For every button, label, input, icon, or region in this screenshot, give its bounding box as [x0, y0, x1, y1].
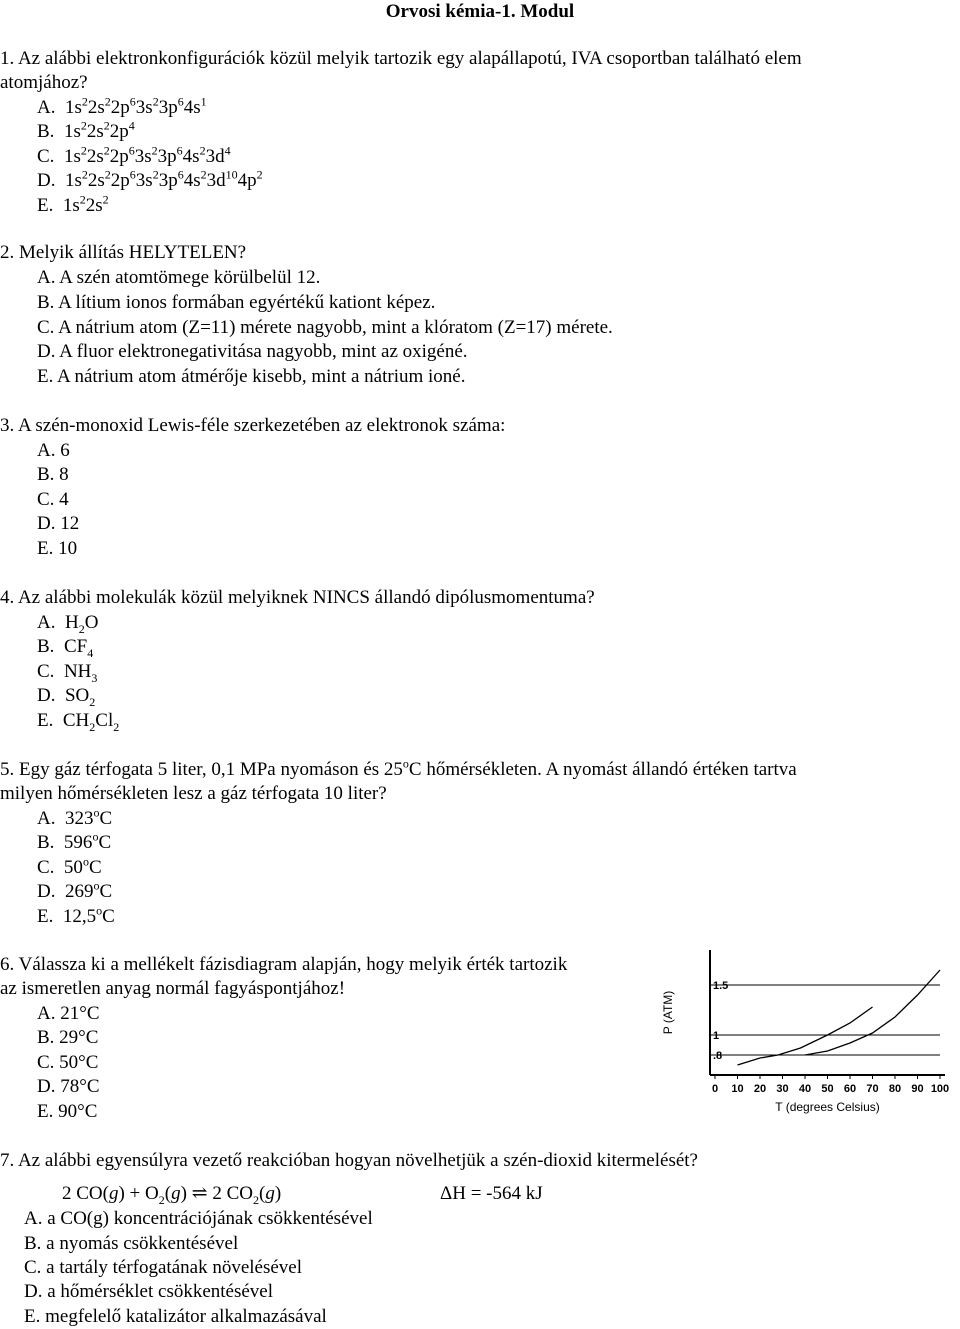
q3-stem: 3. A szén-monoxid Lewis-féle szerkezetében az elektronok száma:	[0, 415, 506, 436]
option-unit: C	[98, 832, 112, 853]
formula-part: 3d	[205, 146, 225, 167]
q5-stem-part2: C hőmérsékleten. A nyomást állandó értéken tartva	[408, 759, 797, 780]
option-value: E. 12,5	[37, 906, 97, 927]
formula-part: 2	[104, 167, 111, 182]
phase-diagram	[640, 940, 960, 1180]
formula-part: 6	[177, 167, 184, 182]
y-tick-label: 1.5	[713, 980, 729, 992]
option-letter: A.	[37, 97, 65, 118]
q5-option-a	[37, 807, 112, 831]
q2-stem: 2. Melyik állítás HELYTELEN?	[0, 242, 247, 263]
q2-option-d: D. A fluor elektronegativitása nagyobb, mint az oxigéné.	[37, 341, 468, 362]
q5-option-b	[37, 831, 111, 855]
formula-part: NH	[63, 661, 92, 682]
q3-option-e: E. 10	[37, 538, 78, 559]
x-axis-label: T (degrees Celsius)	[775, 1100, 880, 1114]
formula-part: 2p	[110, 170, 130, 191]
formula-part: 6	[177, 94, 184, 109]
degree-mark: o	[92, 829, 99, 844]
option-letter: B.	[37, 121, 64, 142]
formula-part: 6	[128, 143, 135, 158]
formula-part: 4s	[183, 170, 201, 191]
formula-part: 2	[152, 94, 159, 109]
formula-part: 2	[151, 143, 158, 158]
formula-part: 2	[113, 719, 120, 734]
q3-option-b: B. 8	[37, 464, 69, 485]
formula-part: 3d	[206, 170, 226, 191]
option-value: A. 323	[37, 808, 94, 829]
formula-part: 2	[104, 94, 111, 109]
y-tick-label: 1	[713, 1030, 720, 1042]
option-unit: C	[102, 906, 115, 927]
formula-part: 2	[78, 621, 85, 636]
x-tick-label: 90	[911, 1083, 924, 1095]
x-tick-label: 30	[776, 1083, 789, 1095]
formula-part: 2	[81, 94, 88, 109]
formula-part: 2	[80, 118, 87, 133]
formula-part: 2	[199, 143, 206, 158]
option-unit: C	[88, 857, 102, 878]
formula-part: SO	[64, 685, 90, 706]
document-title: Orvosi kémia-1. Modul	[385, 1, 575, 22]
q1-option-b	[37, 120, 135, 144]
q7-option-a: A. a CO(g) koncentrációjának csökkentésével	[24, 1208, 373, 1229]
q2-option-b: B. A lítium ionos formában egyértékű kationt képez.	[37, 292, 436, 313]
x-tick-label: 0	[711, 1083, 719, 1095]
formula-part: Cl	[95, 710, 114, 731]
formula-part: 1s	[62, 195, 80, 216]
formula-part: H	[64, 612, 79, 633]
formula-part: 3	[91, 670, 98, 685]
q7-stem: 7. Az alábbi egyensúlyra vezető reakcióban hogyan növelhetjük a szén-dioxid kitermelését?	[0, 1150, 698, 1171]
q4-option-d	[37, 684, 95, 708]
q3-option-c: C. 4	[37, 489, 69, 510]
q1-option-a	[37, 96, 207, 120]
q3-option-d: D. 12	[37, 513, 80, 534]
q5-stem-line2: milyen hőmérsékleten lesz a gáz térfogata 10 liter?	[0, 783, 387, 804]
x-tick-label: 80	[888, 1083, 902, 1095]
formula-part: 1s	[64, 170, 82, 191]
formula-part: 3p	[158, 170, 178, 191]
q5-option-d	[37, 880, 112, 904]
phase-curve-2	[738, 1007, 873, 1065]
option-value: C. 50	[37, 857, 83, 878]
x-tick-label: 20	[753, 1083, 767, 1095]
q6-option-e: E. 90°C	[37, 1101, 98, 1122]
q4-option-a	[37, 611, 98, 635]
degree-mark: o	[82, 854, 89, 869]
q1-stem-line1: 1. Az alábbi elektronkonfigurációk közül melyik tartozik egy alapállapotú, IVA csoportban található elem	[0, 48, 802, 69]
q5-option-c	[37, 856, 102, 880]
formula-part: 2	[103, 143, 110, 158]
formula-part: 2s	[86, 146, 104, 167]
formula-part: 10	[225, 167, 238, 182]
formula-part: 2	[81, 167, 88, 182]
formula-part: CH	[62, 710, 90, 731]
x-tick-label: 100	[930, 1083, 950, 1095]
formula-part: 2	[103, 118, 110, 133]
degree-mark: o	[96, 903, 103, 918]
option-unit: C	[99, 881, 113, 902]
option-letter: C.	[37, 146, 64, 167]
option-letter: D.	[37, 685, 65, 706]
q7-option-c: C. a tartály térfogatának növelésével	[24, 1257, 303, 1278]
q6-option-c: C. 50°C	[37, 1052, 99, 1073]
formula-part: 1s	[63, 121, 81, 142]
q1-option-e	[37, 194, 109, 218]
q6-stem-line2: az ismeretlen anyag normál fagyáspontjához!	[0, 978, 346, 999]
formula-part: 2	[152, 167, 159, 182]
option-letter: D.	[37, 170, 65, 191]
formula-part: 4	[224, 143, 231, 158]
q7-enthalpy: ΔH = -564 kJ	[440, 1183, 543, 1204]
formula-part: 2	[256, 167, 263, 182]
q7-option-e: E. megfelelő katalizátor alkalmazásával	[24, 1306, 327, 1327]
formula-part: 3s	[135, 170, 153, 191]
q1-option-c	[37, 145, 231, 169]
formula-part: 2	[89, 719, 96, 734]
q6-stem-line1: 6. Válassza ki a mellékelt fázisdiagram alapján, hogy melyik érték tartozik	[0, 954, 568, 975]
q4-stem: 4. Az alábbi molekulák közül melyiknek NINCS állandó dipólusmomentuma?	[0, 587, 595, 608]
q2-option-a: A. A szén atomtömege körülbelül 12.	[37, 267, 321, 288]
formula-part: 3p	[157, 146, 177, 167]
x-tick-label: 10	[731, 1083, 744, 1095]
formula-part: CF	[63, 636, 88, 657]
formula-part: 6	[129, 167, 136, 182]
formula-part: 1	[200, 94, 207, 109]
formula-part: 2p	[110, 97, 130, 118]
x-tick-label: 40	[798, 1083, 812, 1095]
formula-part: 3s	[135, 97, 153, 118]
formula-part: 1s	[64, 97, 82, 118]
q5-stem-part1: 5. Egy gáz térfogata 5 liter, 0,1 MPa nyomáson és 25	[0, 759, 403, 780]
q5-stem-degree: o	[402, 756, 409, 771]
option-letter: C.	[37, 661, 64, 682]
formula-part: 6	[176, 143, 183, 158]
formula-part: 2	[200, 167, 207, 182]
formula-part: 4s	[182, 146, 200, 167]
formula-part: 2p	[109, 146, 129, 167]
formula-part: 1s	[63, 146, 81, 167]
q1-stem-line2: atomjához?	[0, 72, 88, 93]
option-letter: E.	[37, 195, 63, 216]
option-letter: A.	[37, 612, 65, 633]
q3-option-a: A. 6	[37, 440, 70, 461]
formula-part: 3s	[134, 146, 152, 167]
degree-mark: o	[93, 805, 100, 820]
phase-curve-1	[805, 970, 940, 1055]
q6-option-d: D. 78°C	[37, 1076, 100, 1097]
q6-option-a: A. 21°C	[37, 1003, 100, 1024]
formula-part: 2s	[87, 97, 105, 118]
formula-part: 2s	[86, 121, 104, 142]
formula-part: 2s	[85, 195, 103, 216]
formula-part: 2p	[109, 121, 129, 142]
option-letter: E.	[37, 710, 63, 731]
q7-option-d: D. a hőmérséklet csökkentésével	[24, 1281, 274, 1302]
formula-part: 2	[80, 143, 87, 158]
q1-option-d	[37, 169, 263, 193]
formula-part: 4s	[183, 97, 201, 118]
option-value: D. 269	[37, 881, 94, 902]
formula-part: 2s	[87, 170, 105, 191]
formula-part: 2	[89, 694, 96, 709]
x-tick-label: 50	[821, 1083, 834, 1095]
option-unit: C	[99, 808, 113, 829]
q6-option-b: B. 29°C	[37, 1027, 99, 1048]
formula-part: 2	[79, 192, 86, 207]
q7-reaction-equation: 2 $CO(g) + O_2(g)$ ⇌ 2 $CO_2(g)$	[62, 1183, 282, 1207]
formula-part: 6	[129, 94, 136, 109]
degree-mark: o	[93, 878, 100, 893]
formula-part: 4	[128, 118, 135, 133]
x-tick-label: 60	[843, 1083, 857, 1095]
formula-part: O	[84, 612, 99, 633]
formula-part: 3p	[158, 97, 178, 118]
formula-part: 4p	[237, 170, 257, 191]
q7-option-b: B. a nyomás csökkentésével	[24, 1233, 239, 1254]
formula-part: 4	[87, 645, 94, 660]
q4-option-b	[37, 635, 93, 659]
formula-part: 2	[102, 192, 109, 207]
q2-option-c: C. A nátrium atom (Z=11) mérete nagyobb, mint a klóratom (Z=17) mérete.	[37, 317, 613, 338]
x-tick-label: 70	[866, 1083, 879, 1095]
option-letter: B.	[37, 636, 64, 657]
q2-option-e: E. A nátrium atom átmérője kisebb, mint a nátrium ioné.	[37, 366, 466, 387]
q4-option-e	[37, 709, 119, 733]
y-tick-label: .8	[713, 1050, 723, 1062]
option-value: B. 596	[37, 832, 93, 853]
q5-option-e	[37, 905, 115, 929]
q5-stem-line1	[0, 758, 797, 782]
y-axis-label: P (ATM)	[661, 990, 675, 1035]
q4-option-c	[37, 660, 97, 684]
